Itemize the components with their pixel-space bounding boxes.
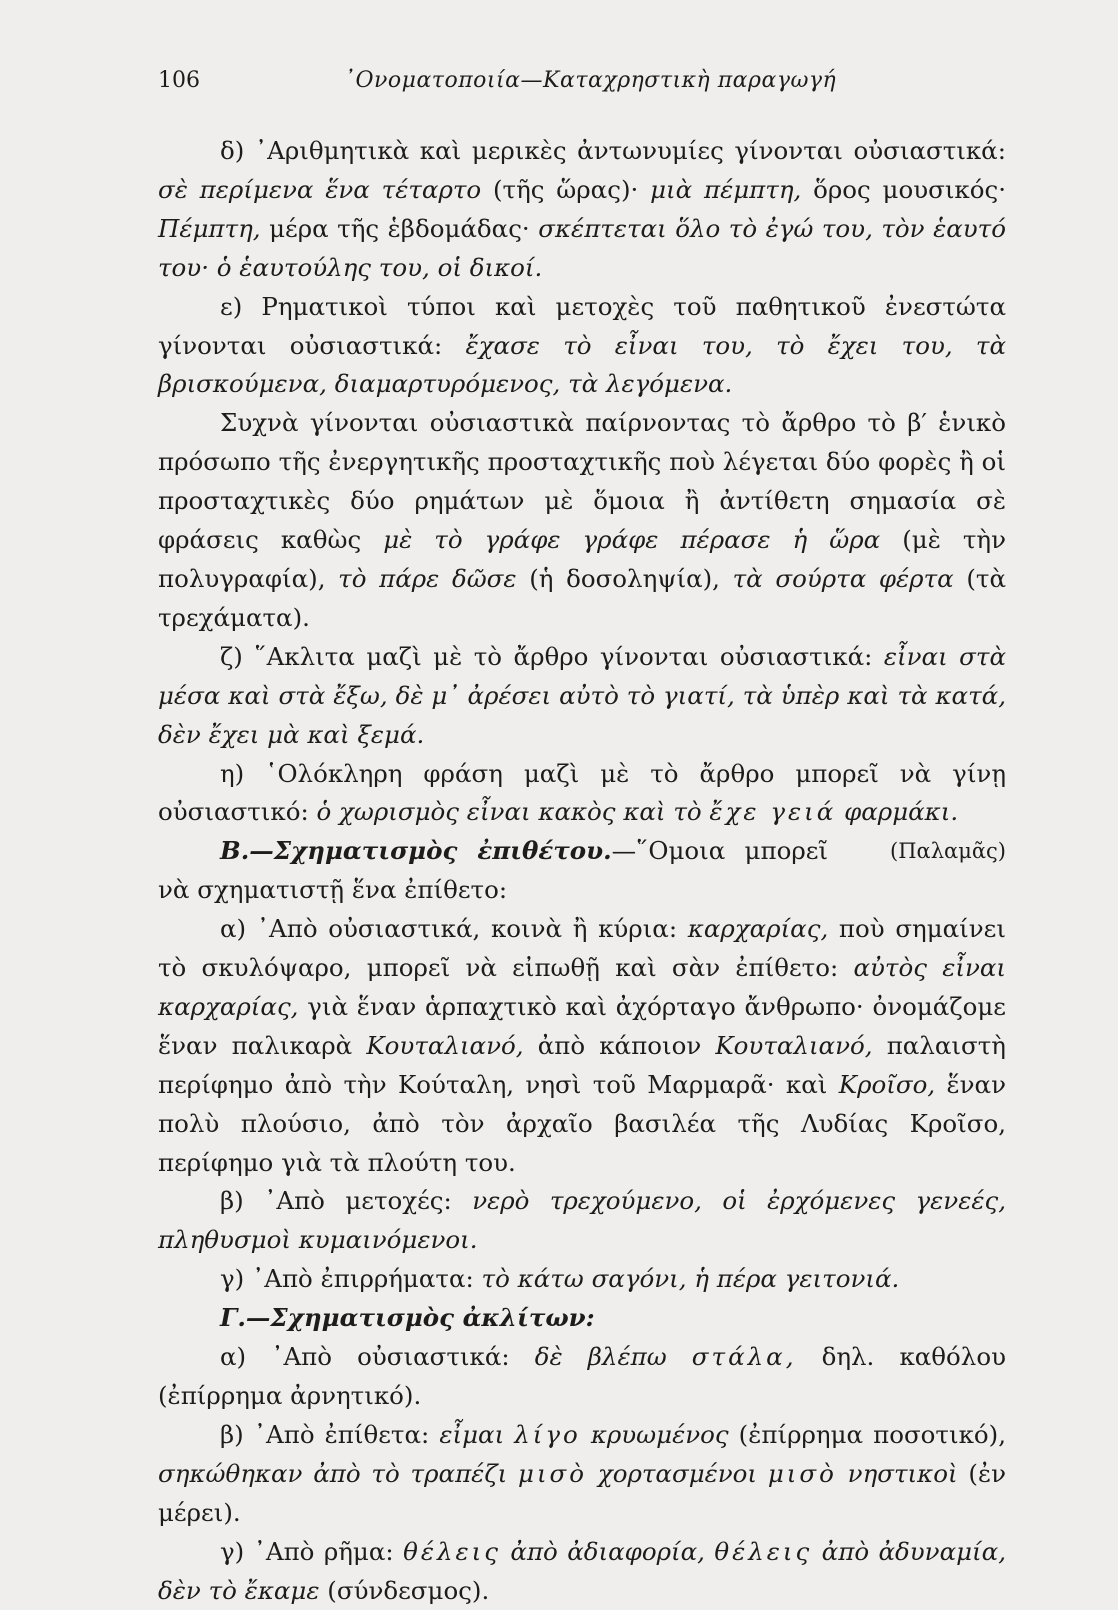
italic-example: ὁ χωρισμὸς εἶναι κακὸς καὶ τὸ	[316, 797, 710, 827]
text-segment: (τῆς ὥρας)·	[481, 174, 651, 204]
text-segment: (ἐν μέρει).	[158, 1458, 1007, 1527]
item-label: α)	[220, 914, 257, 944]
text-segment: ποὺ σημαίνει τὸ σκυλόψαρο, μπορεῖ νὰ εἰπωθῇ καὶ σὰν ἐπίθετο:	[158, 914, 1006, 983]
text-segment: ᾿Απὸ οὐσιαστικά:	[271, 1342, 535, 1372]
italic-example: Κροῖσο,	[838, 1069, 936, 1099]
italic-example: τὸ πάρε δῶσε	[338, 563, 517, 593]
page-number: 106	[158, 68, 200, 93]
section-heading: Β.—Σχηματισμὸς ἐπιθέτου.	[220, 836, 612, 866]
paragraph	[158, 288, 1006, 405]
page-header	[158, 68, 958, 108]
italic-example: Κουταλιανό,	[715, 1030, 873, 1060]
text-segment: (μὲ τὴν πολυγραφία),	[158, 525, 1006, 593]
italic-example: νερὸ τρεχούμενο, οἱ ἐρχόμενες γενεές, πληθυσμοὶ κυμαινόμενοι.	[158, 1186, 1007, 1255]
italic-example: χορτασμένοι	[587, 1458, 768, 1488]
italic-example: καρχαρίας,	[687, 914, 829, 944]
paragraph	[158, 1260, 1006, 1299]
running-title: ᾿Ονοματοποιία—Καταχρηστικὴ παραγωγή	[344, 68, 837, 93]
paragraph	[158, 1338, 1006, 1416]
text-segment: —῞Ομοια μπορεῖ νὰ σχηματιστῇ ἕνα ἐπίθετο:	[158, 836, 829, 905]
italic-example: αὐτὸς εἶναι καρχαρίας,	[158, 953, 1006, 1021]
paragraph	[158, 1416, 1006, 1533]
text-segment: ᾿Απὸ ἐπίθετα:	[253, 1419, 440, 1449]
italic-example: ἀπὸ ἀδιαφορία,	[500, 1536, 715, 1566]
italic-example: θέλεις	[714, 1536, 813, 1566]
italic-example: τὰ σούρτα φέρτα	[732, 563, 954, 593]
item-label: γ)	[220, 1264, 252, 1294]
text-segment: ᾿Απὸ ρῆμα:	[253, 1536, 404, 1566]
paragraph	[158, 1182, 1006, 1260]
italic-example: τὸ κάτω σαγόνι, ἡ πέρα γειτονιά.	[481, 1264, 900, 1294]
item-label: δ)	[220, 136, 255, 165]
italic-example: κρυωμένος	[580, 1419, 729, 1449]
section-heading: Γ.—Σχηματισμὸς ἀκλίτων:	[220, 1303, 595, 1333]
item-label: β)	[220, 1186, 265, 1216]
text-segment: παλαιστὴ περίφημο ἀπὸ τὴν Κούταλη, νησὶ τοῦ Μαρμαρᾶ· καὶ	[158, 1030, 1006, 1099]
italic-example: ἔχασε τὸ εἶναι του, τὸ ἔχει του, τὰ βρισκούμενα, διαμαρτυρόμενος, τὰ λεγόμενα.	[158, 330, 1006, 399]
italic-example: φαρμάκι.	[836, 797, 959, 827]
italic-example: ἔχε γειά	[709, 797, 837, 827]
italic-example: σκέπτεται ὅλο τὸ ἐγώ του, τὸν ἑαυτό του· ὁ ἑαυτούλης του, οἱ δικοί.	[158, 213, 1006, 282]
italic-example: σὲ περίμενα ἕνα τέταρτο	[158, 174, 482, 204]
item-label: ε)	[220, 291, 262, 321]
text-segment: γιὰ ἕναν ἁρπαχτικὸ καὶ ἀχόρταγο ἄνθρωπο· ὀνομάζομε ἕναν παλικαρὰ	[158, 991, 1006, 1060]
text-segment: ἕναν πολὺ πλούσιο, ἀπὸ τὸν ἀρχαῖο βασιλέα τῆς Λυδίας Κροῖσο, περίφημο γιὰ τὰ πλούτη του.	[158, 1069, 1006, 1177]
text-segment: ῾Ολόκληρη φράση μαζὶ μὲ τὸ ἄρθρο μπορεῖ νὰ γίνῃ οὐσιαστικό:	[158, 758, 1007, 827]
italic-example: Πέμπτη,	[158, 213, 261, 243]
text-segment: δηλ. καθόλου (ἐπίρρημα ἀρνητικό).	[158, 1342, 1006, 1410]
italic-example: θέλεις	[403, 1536, 501, 1566]
italic-example: μισὸ	[767, 1458, 837, 1488]
item-label: η)	[220, 758, 266, 788]
italic-example: λίγο	[514, 1419, 581, 1449]
text-segment: (ἐπίρρημα ποσοτικό),	[728, 1419, 1006, 1449]
italic-example: εἶναι στὰ μέσα καὶ στὰ ἔξω, δὲ μ᾿ ἀρέσει αὐτὸ τὸ γιατί, τὰ ὑπὲρ καὶ τὰ κατά, δὲν ἔχει μὰ καὶ ξεμά.	[158, 641, 1007, 749]
italic-example: εἶμαι	[439, 1419, 515, 1449]
text-segment: Ρηματικοὶ τύποι καὶ μετοχὲς τοῦ παθητικοῦ ἐνεστώτα γίνονται οὐσιαστικά:	[158, 291, 1006, 360]
text-segment: (σύνδεσμος).	[319, 1575, 490, 1605]
italic-example: μὲ τὸ γράφε γράφε πέρασε ἡ ὥρα	[383, 525, 881, 555]
paragraph	[158, 1299, 1006, 1338]
paragraph	[158, 638, 1006, 755]
source-citation: (Παλαμᾶς)	[890, 839, 1006, 864]
text-segment: Συχνὰ γίνονται οὐσιαστικὰ παίρνοντας τὸ ἄρθρο τὸ β′ ἑνικὸ πρόσωπο τῆς ἐνεργητικῆς προσταχτικῆς ποὺ λέγεται δύο φορὲς ἢ οἱ προσταχτικὲς δύο ρημάτων μὲ ὅμοια ἢ ἀντίθετη σημασία σὲ φράσεις καθὼς	[158, 408, 1006, 555]
italic-example: νηστικοὶ	[836, 1458, 958, 1488]
item-label: β)	[220, 1419, 254, 1449]
paragraph	[158, 132, 1006, 288]
italic-example: ἀπὸ ἀδυναμία, δὲν τὸ ἔκαμε	[158, 1536, 1006, 1605]
italic-example: Κουταλιανό,	[366, 1030, 524, 1060]
text-segment: (ἡ δοσοληψία),	[516, 563, 733, 593]
text-segment: ᾿Απὸ ἐπιρρήματα:	[252, 1264, 482, 1294]
text-segment: (τὰ τρεχάματα).	[158, 563, 1006, 632]
text-segment: ῞Ακλιτα μαζὶ μὲ τὸ ἄρθρο γίνονται οὐσιαστικά:	[254, 641, 884, 671]
body-text	[158, 132, 1006, 1610]
paragraph	[158, 404, 1006, 637]
text-segment: ᾿Αριθμητικὰ καὶ μερικὲς ἀντωνυμίες γίνονται οὐσιαστικά:	[254, 136, 1006, 165]
text-segment: ὅρος μουσικός·	[801, 174, 1007, 204]
italic-example: μισὸ	[518, 1458, 588, 1488]
italic-example: σηκώθηκαν ἀπὸ τὸ τραπέζι	[158, 1458, 519, 1488]
item-label: γ)	[220, 1536, 254, 1566]
italic-example: δὲ βλέπω	[534, 1342, 692, 1372]
italic-example: μιὰ πέμπτη,	[650, 174, 802, 204]
paragraph	[158, 910, 1006, 1182]
text-segment: μέρα τῆς ἑβδομάδας·	[260, 213, 539, 243]
italic-example: στάλα,	[691, 1342, 797, 1372]
paragraph	[158, 1533, 1006, 1610]
text-segment: ᾿Απὸ μετοχές:	[264, 1186, 473, 1216]
text-segment: ἀπὸ κάποιον	[523, 1030, 716, 1060]
text-segment: ᾿Απὸ οὐσιαστικά, κοινὰ ἢ κύρια:	[256, 914, 688, 944]
item-label: α)	[220, 1342, 272, 1372]
item-label: ζ)	[220, 641, 255, 671]
